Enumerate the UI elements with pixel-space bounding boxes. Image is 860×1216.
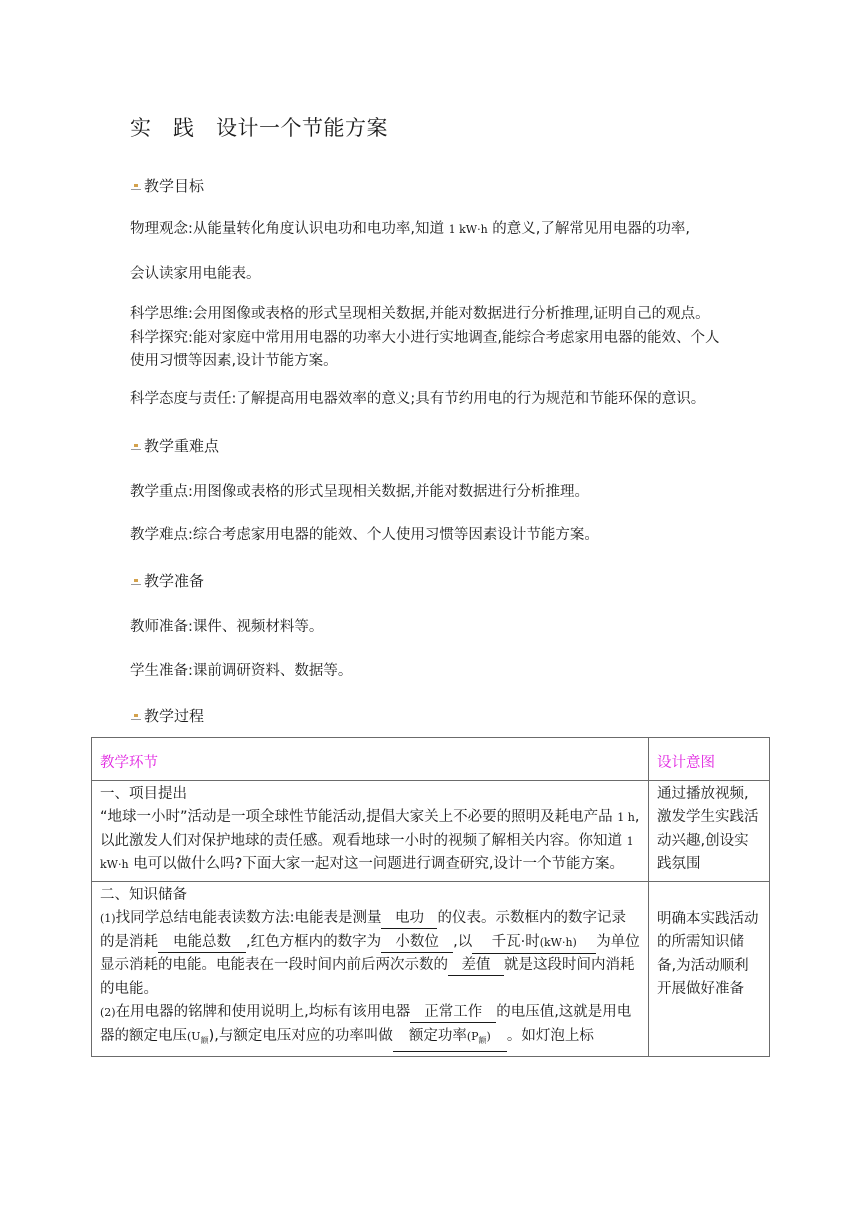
symbol-text: (U [187, 1029, 201, 1043]
table-cell-content [92, 780, 649, 881]
body-text: 的仪表。示数框内的数字记录的是消耗 [100, 910, 626, 950]
body-text: 的电压值,这就是用电器的额定电压 [100, 1004, 632, 1044]
section-heading-label: 教学过程 [144, 707, 205, 725]
page-title: 实 践 设计一个节能方案 [130, 116, 388, 140]
body-text: 。如灯泡上标 [506, 1027, 594, 1044]
section-heading-label: 教学目标 [144, 177, 205, 195]
item-number: (1) [100, 912, 116, 925]
student-preparation: 学生准备:课前调研资料、数据等。 [130, 663, 353, 679]
table-header-cell: 设计意图 [649, 738, 770, 781]
row-heading: 一、项目提出 [100, 785, 187, 802]
table-row [92, 780, 770, 881]
body-text: 为单位显示消耗的电能。电能表在一段时间内前后两次示数的 [100, 933, 640, 973]
section-heading-goals [130, 175, 204, 196]
row-body-text [100, 907, 640, 1001]
section-heading-process [130, 705, 204, 726]
teacher-preparation: 教师准备:课件、视频材料等。 [130, 619, 324, 635]
section-bullet-icon [130, 180, 142, 192]
answer-text: 额定功率 [408, 1027, 467, 1044]
row-body-text [100, 1001, 640, 1052]
answer-blank [472, 932, 596, 954]
symbol-text: ) [486, 1029, 491, 1043]
body-text: ,以此激发人们对保护地球的责任感。观看地球一小时的视频了解相关内容。你知道 [100, 809, 640, 849]
goal-text: 的意义,了解常见用电器的功率, [492, 221, 690, 237]
teaching-process-table [91, 737, 770, 1057]
answer-blank: 小数位 [381, 932, 453, 953]
teaching-focus: 教学重点:用图像或表格的形式呈现相关数据,并能对数据进行分析推理。 [130, 484, 589, 500]
table-cell-intent: 通过播放视频,激发学生实践活动兴趣,创设实践氛围 [649, 780, 770, 881]
section-bullet-icon [130, 440, 142, 452]
body-text: 就是这段时间内消耗的电能。 [100, 957, 635, 997]
subscript-text: 额 [200, 1035, 209, 1045]
section-heading-key-points [130, 435, 219, 456]
body-text: 在用电器的铭牌和使用说明上,均标有该用电器 [115, 1004, 411, 1020]
table-row [92, 881, 770, 1057]
table-cell-intent: 明确本实践活动的所需知识储备,为活动顺利开展做好准备 [649, 881, 770, 1057]
body-text: 电可以做什么吗?下面大家一起对这一问题进行调查研究,设计一个节能方案。 [133, 856, 624, 872]
unit-text: 1 kW·h [100, 834, 634, 871]
answer-blank [393, 1026, 507, 1052]
goal-attitude-responsibility: 科学态度与责任:了解提高用电器效率的意义;具有节约用电的行为规范和节能环保的意识。 [130, 391, 706, 407]
answer-blank: 差值 [448, 955, 504, 976]
body-text: ),与额定电压对应的功率叫做 [208, 1027, 393, 1044]
goal-scientific-thinking: 科学思维:会用图像或表格的形式呈现相关数据,并能对数据进行分析推理,证明自己的观点。 [130, 306, 710, 322]
unit-text: 1 h [617, 811, 635, 824]
body-text: 找同学总结电能表读数方法:电能表是测量 [115, 910, 382, 926]
subscript-text: 额 [478, 1035, 487, 1045]
answer-blank: 电能总数 [158, 932, 246, 953]
goal-scientific-inquiry: 科学探究:能对家庭中常用用电器的功率大小进行实地调查,能综合考虑家用电器的能效、个人使用习惯等因素,设计节能方案。 [130, 330, 720, 369]
body-text: “地球一小时”活动是一项全球性节能活动,提倡大家关上不必要的照明及耗电产品 [100, 809, 613, 825]
section-bullet-icon [130, 710, 142, 722]
body-text: ,红色方框内的数字为 [246, 933, 382, 950]
unit-text: (kW·h) [539, 935, 577, 949]
goal-physics-concept-cont: 会认读家用电能表。 [130, 266, 261, 282]
teaching-difficulty: 教学难点:综合考虑家用电器的能效、个人使用习惯等因素设计节能方案。 [130, 527, 599, 543]
row-heading: 二、知识储备 [100, 886, 187, 903]
answer-blank: 电功 [381, 908, 437, 929]
answer-text: 千瓦·时 [491, 933, 540, 950]
body-text: ,以 [453, 933, 473, 950]
row-body-text [100, 806, 640, 877]
table-cell-content [92, 881, 649, 1057]
table-header-cell: 教学环节 [92, 738, 649, 781]
section-heading-label: 教学重难点 [144, 437, 220, 455]
unit-text: 1 kW·h [448, 223, 488, 236]
section-heading-preparation [130, 570, 204, 591]
goal-text: 物理观念:从能量转化角度认识电功和电功率,知道 [130, 221, 444, 237]
answer-blank: 正常工作 [410, 1002, 496, 1023]
symbol-text: (P [466, 1029, 479, 1043]
item-number: (2) [100, 1006, 116, 1019]
table-header-row [92, 738, 770, 781]
section-heading-label: 教学准备 [144, 572, 205, 590]
goal-physics-concept [130, 218, 730, 241]
section-bullet-icon [130, 575, 142, 587]
